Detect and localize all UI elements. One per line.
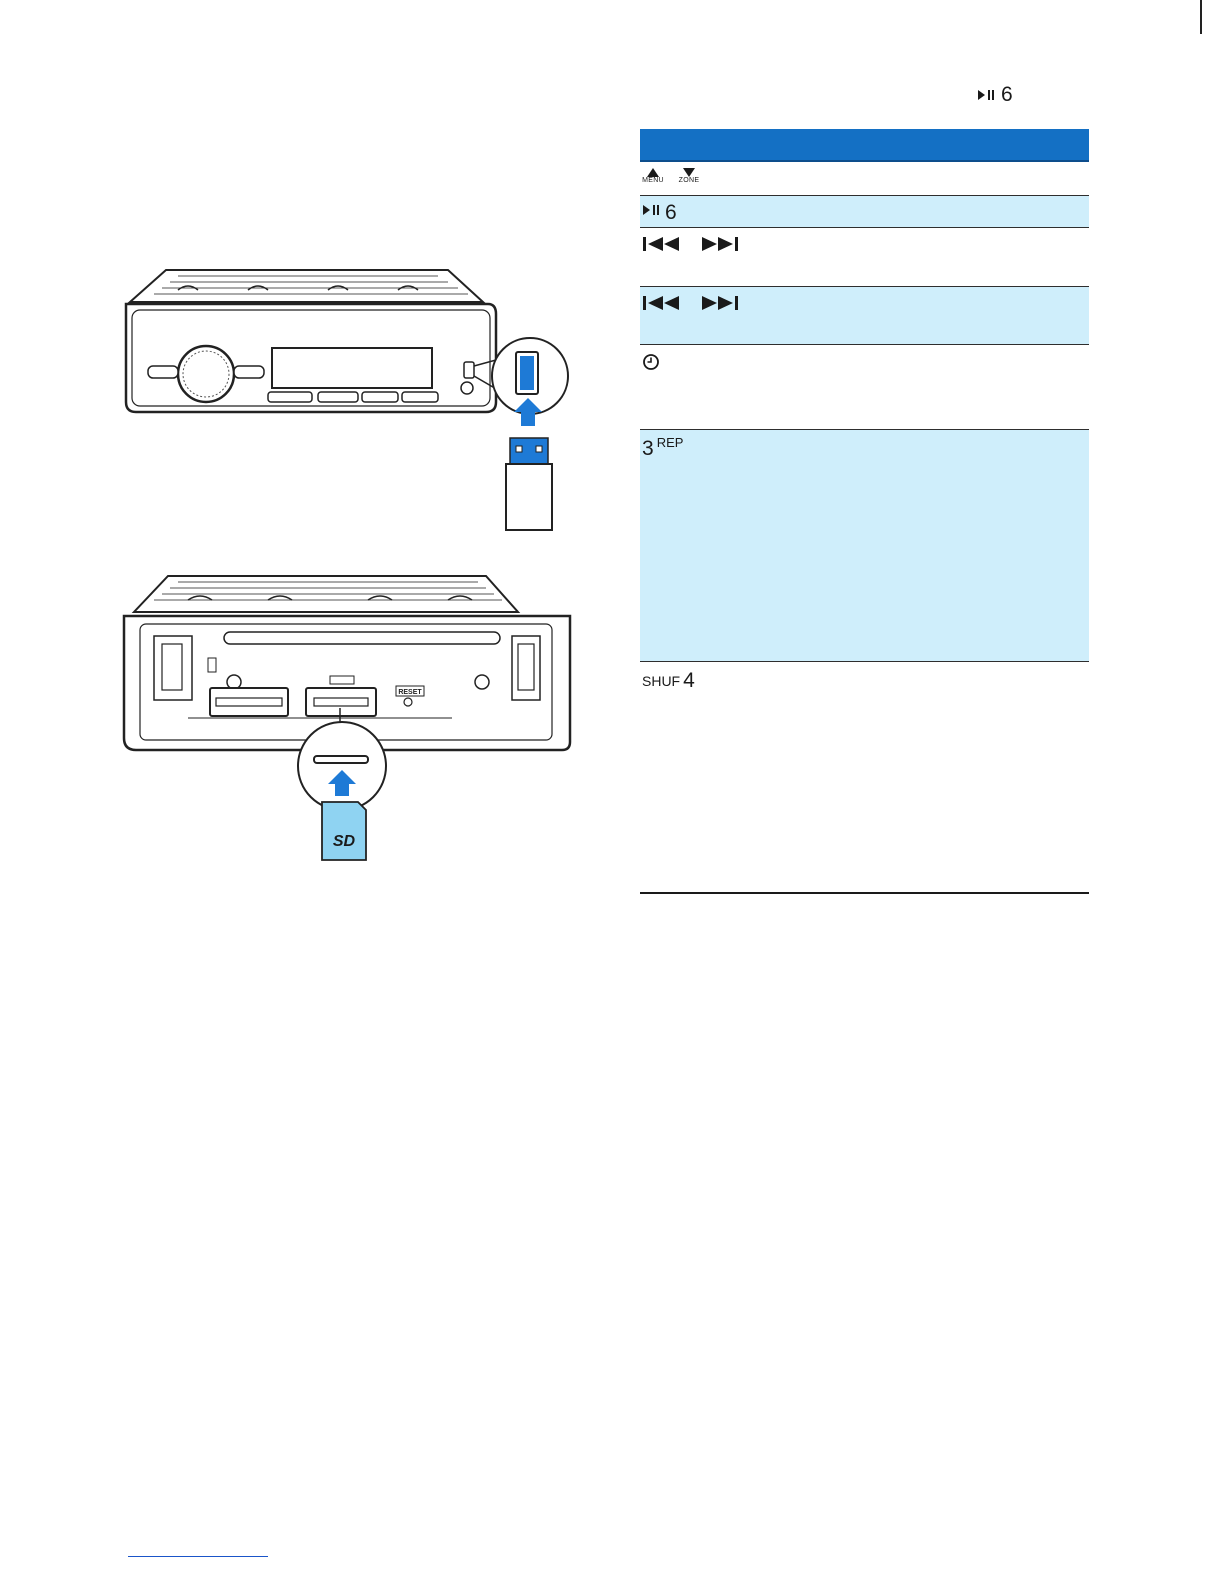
usb-stick-icon [506,438,552,530]
play-pause-icon [642,203,662,222]
reset-label: RESET [398,689,422,696]
controls-table [640,129,1089,894]
header-playpause-indicator [977,84,1013,105]
table-row-clock [640,345,1089,430]
down-arrow-icon [683,168,695,177]
table-row-play-pause [640,196,1089,228]
next-track-icon [700,236,740,252]
play-pause-number: 6 [665,201,677,224]
usb-port-icon [516,352,538,394]
sd-card-icon [322,802,366,860]
table-row-shuffle [640,662,1089,894]
menu-label: MENU [642,177,664,184]
table-row-skip-2 [640,287,1089,345]
page-edge-rule [1200,0,1202,34]
menu-up-button [642,168,664,184]
previous-track-icon [642,295,682,311]
play-pause-icon [977,88,997,102]
usb-insert-illustration [118,262,578,534]
previous-track-icon [642,236,682,252]
table-row-skip-1 [640,228,1089,287]
repeat-label: REP [656,435,684,450]
footer-link-underline [128,1556,268,1557]
next-track-icon [700,295,740,311]
table-row-repeat [640,430,1089,662]
playpause-number: 6 [1001,83,1013,106]
sd-card-label: SD [332,833,356,850]
repeat-number: 3 [642,437,654,460]
up-arrow-icon [647,168,659,177]
shuffle-label: SHUF [642,672,681,689]
table-row-menu-zone [640,162,1089,196]
zone-down-button [678,168,700,184]
car-stereo-front-icon [126,270,496,412]
shuffle-number: 4 [683,669,695,692]
sd-slot-icon [314,756,368,763]
sd-insert-illustration [118,572,578,864]
clock-icon [642,353,660,371]
table-header [640,129,1089,162]
zone-label: ZONE [678,177,700,184]
